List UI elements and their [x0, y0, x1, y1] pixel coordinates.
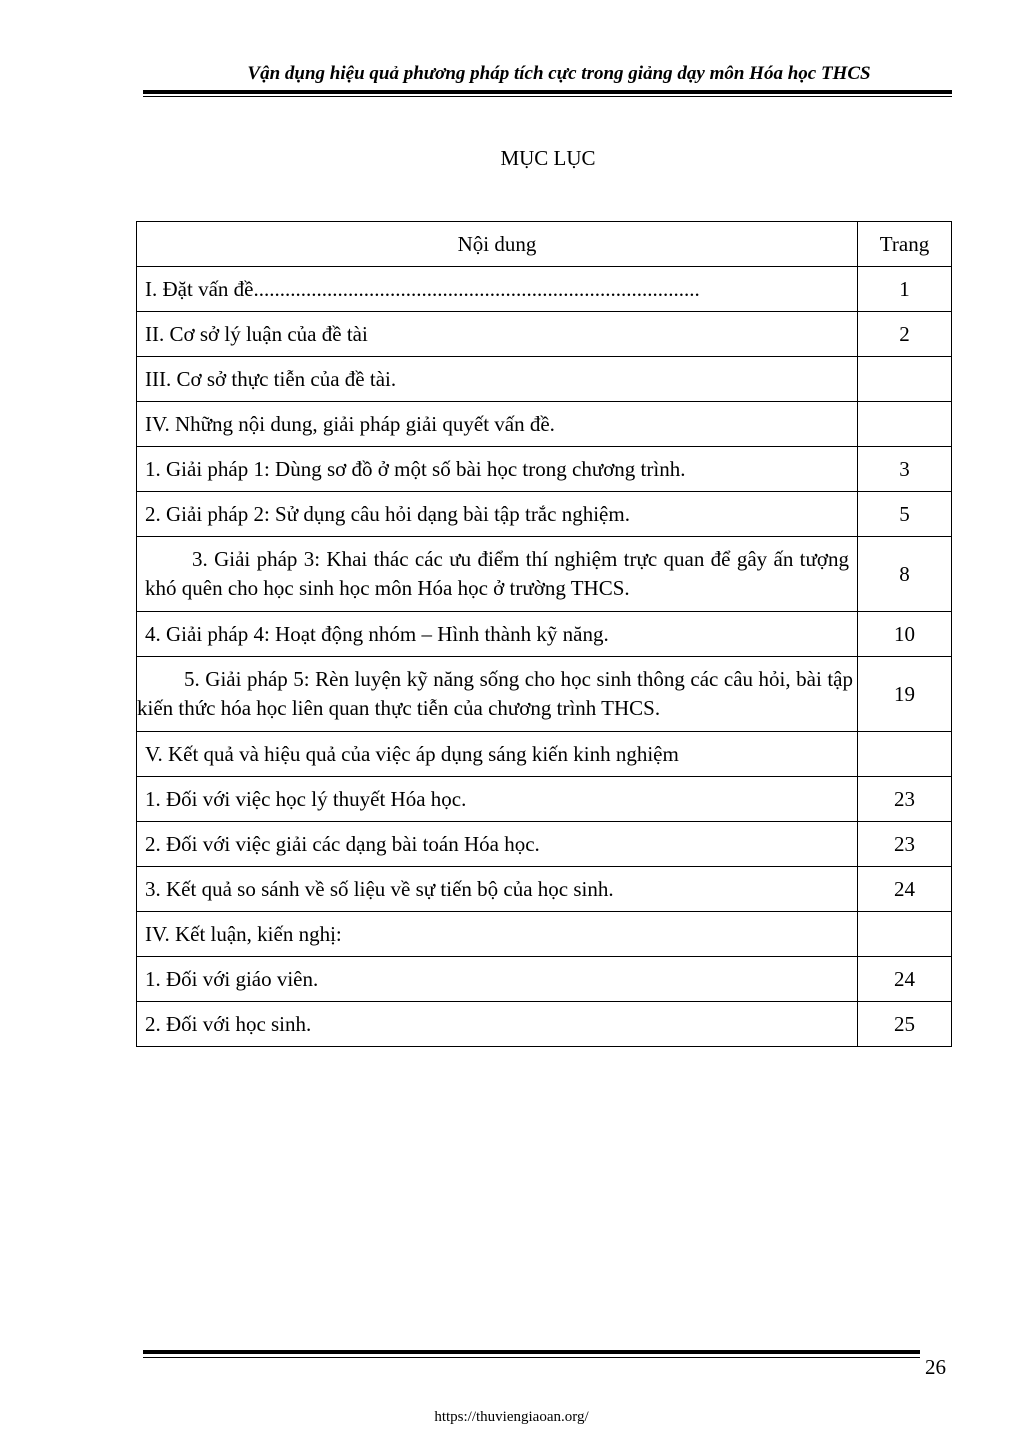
table-row: [137, 777, 952, 822]
table-row: [137, 447, 952, 492]
toc-entry: III. Cơ sở thực tiễn của đề tài.: [137, 357, 858, 402]
table-row: [137, 612, 952, 657]
table-header-row: [137, 222, 952, 267]
toc-page-number: 19: [858, 657, 952, 732]
column-header-content: Nội dung: [137, 222, 858, 267]
footer-url[interactable]: https://thuviengiaoan.org/: [434, 1409, 589, 1425]
toc-entry: 3. Kết quả so sánh về số liệu về sự tiến bộ của học sinh.: [137, 867, 858, 912]
toc-page-number: [858, 402, 952, 447]
table-row: [137, 267, 952, 312]
page-number: 26: [925, 1355, 946, 1379]
toc-entry: II. Cơ sở lý luận của đề tài: [137, 312, 858, 357]
table-row: [137, 957, 952, 1002]
table-row: [137, 732, 952, 777]
toc-page-number: 24: [858, 957, 952, 1002]
table-row: [137, 357, 952, 402]
toc-page-number: 25: [858, 1002, 952, 1047]
page-title: MỤC LỤC: [500, 146, 596, 170]
toc-page-number: 1: [858, 267, 952, 312]
toc-entry: 5. Giải pháp 5: Rèn luyện kỹ năng sống cho học sinh thông các câu hỏi, bài tập kiến thức hóa học liên quan thực tiễn của chương trình THCS.: [137, 657, 858, 732]
toc-page-number: 8: [858, 537, 952, 612]
table-row: [137, 312, 952, 357]
table-row: [137, 657, 952, 732]
document-header-title: Vận dụng hiệu quả phương pháp tích cực trong giảng dạy môn Hóa học THCS: [247, 63, 871, 84]
toc-entry: IV. Kết luận, kiến nghị:: [137, 912, 858, 957]
toc-page-number: 10: [858, 612, 952, 657]
table-row: [137, 1002, 952, 1047]
table-row: [137, 822, 952, 867]
toc-entry: 2. Đối với học sinh.: [137, 1002, 858, 1047]
table-row: [137, 867, 952, 912]
table-of-contents: [136, 221, 952, 1047]
footer-rule-thin: [143, 1357, 920, 1358]
toc-page-number: 23: [858, 777, 952, 822]
toc-entry: IV. Những nội dung, giải pháp giải quyết vấn đề.: [137, 402, 858, 447]
toc-entry: 1. Đối với việc học lý thuyết Hóa học.: [137, 777, 858, 822]
toc-entry: 1. Đối với giáo viên.: [137, 957, 858, 1002]
toc-page-number: 3: [858, 447, 952, 492]
table-row: [137, 492, 952, 537]
toc-entry: 4. Giải pháp 4: Hoạt động nhóm – Hình thành kỹ năng.: [137, 612, 858, 657]
footer-rule-thick: [143, 1350, 920, 1354]
toc-entry: 3. Giải pháp 3: Khai thác các ưu điểm thí nghiệm trực quan để gây ấn tượng khó quên cho học sinh học môn Hóa học ở trường THCS.: [137, 537, 858, 612]
toc-page-number: 5: [858, 492, 952, 537]
table-row: [137, 537, 952, 612]
header-rule-thick: [143, 90, 952, 94]
column-header-page: Trang: [858, 222, 952, 267]
header-rule-thin: [143, 96, 952, 97]
toc-entry: 1. Giải pháp 1: Dùng sơ đồ ở một số bài học trong chương trình.: [137, 447, 858, 492]
toc-page-number: 2: [858, 312, 952, 357]
toc-page-number: [858, 357, 952, 402]
toc-page-number: [858, 732, 952, 777]
toc-entry: V. Kết quả và hiệu quả của việc áp dụng sáng kiến kinh nghiệm: [137, 732, 858, 777]
toc-entry: 2. Đối với việc giải các dạng bài toán Hóa học.: [137, 822, 858, 867]
table-row: [137, 912, 952, 957]
toc-entry: I. Đặt vấn đề.....................................................................................: [137, 267, 858, 312]
toc-page-number: 23: [858, 822, 952, 867]
table-row: [137, 402, 952, 447]
toc-page-number: [858, 912, 952, 957]
toc-page-number: 24: [858, 867, 952, 912]
toc-entry: 2. Giải pháp 2: Sử dụng câu hỏi dạng bài tập trắc nghiệm.: [137, 492, 858, 537]
